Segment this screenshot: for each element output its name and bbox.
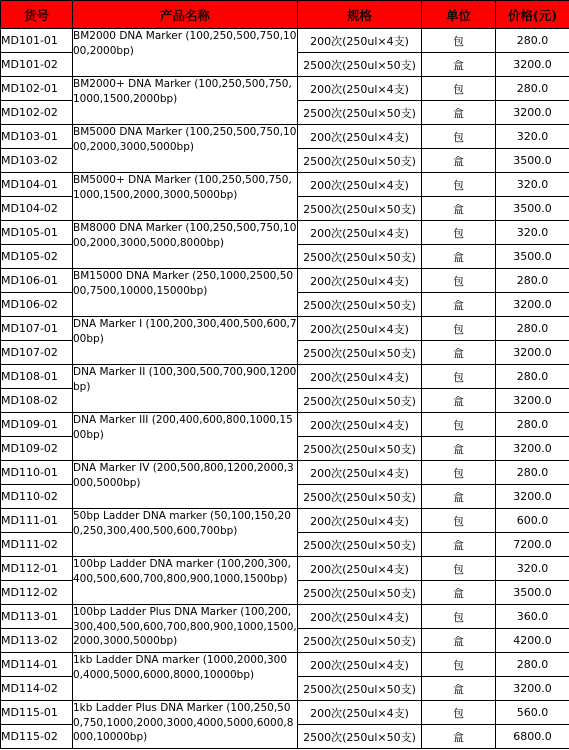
product-unit: 包	[422, 461, 496, 485]
product-spec: 200次(250ul×4支)	[298, 365, 422, 389]
product-unit: 包	[422, 653, 496, 677]
header-code: 货号	[1, 1, 73, 29]
product-name: DNA Marker IV (200,500,800,1200,2000,3000,5000bp)	[73, 461, 298, 509]
product-price: 320.0	[496, 557, 569, 581]
product-spec: 2500次(250ul×50支)	[298, 725, 422, 749]
product-code: MD102-02	[1, 101, 73, 125]
product-unit: 包	[422, 413, 496, 437]
product-unit: 盒	[422, 53, 496, 77]
product-price: 3500.0	[496, 245, 569, 269]
product-spec: 200次(250ul×4支)	[298, 509, 422, 533]
product-price: 280.0	[496, 461, 569, 485]
product-code: MD111-01	[1, 509, 73, 533]
product-code: MD114-01	[1, 653, 73, 677]
product-spec: 200次(250ul×4支)	[298, 413, 422, 437]
product-code: MD103-02	[1, 149, 73, 173]
product-code: MD112-02	[1, 581, 73, 605]
product-spec: 200次(250ul×4支)	[298, 461, 422, 485]
product-price: 3200.0	[496, 389, 569, 413]
table-row	[1, 77, 569, 101]
product-unit: 盒	[422, 629, 496, 653]
product-price: 280.0	[496, 317, 569, 341]
product-code: MD101-01	[1, 29, 73, 53]
product-spec: 2500次(250ul×50支)	[298, 197, 422, 221]
product-spec: 2500次(250ul×50支)	[298, 101, 422, 125]
product-price: 280.0	[496, 413, 569, 437]
table-row	[1, 413, 569, 437]
product-price: 4200.0	[496, 629, 569, 653]
product-unit: 盒	[422, 533, 496, 557]
product-name: DNA Marker II (100,300,500,700,900,1200bp)	[73, 365, 298, 413]
product-unit: 包	[422, 557, 496, 581]
product-unit: 盒	[422, 437, 496, 461]
product-name: 50bp Ladder DNA marker (50,100,150,200,250,300,400,500,600,700bp)	[73, 509, 298, 557]
product-unit: 盒	[422, 101, 496, 125]
header-unit: 单位	[422, 1, 496, 29]
product-unit: 包	[422, 29, 496, 53]
table-row	[1, 605, 569, 629]
product-price: 320.0	[496, 173, 569, 197]
product-code: MD108-02	[1, 389, 73, 413]
table-row	[1, 557, 569, 581]
product-spec: 2500次(250ul×50支)	[298, 293, 422, 317]
product-name: 100bp Ladder DNA marker (100,200,300,400,500,600,700,800,900,1000,1500bp)	[73, 557, 298, 605]
product-code: MD114-02	[1, 677, 73, 701]
product-code: MD101-02	[1, 53, 73, 77]
product-name: 1kb Ladder Plus DNA Marker (100,250,500,750,1000,2000,3000,4000,5000,6000,8000,10000bp)	[73, 701, 298, 749]
product-price: 280.0	[496, 29, 569, 53]
product-unit: 盒	[422, 341, 496, 365]
product-spec: 200次(250ul×4支)	[298, 77, 422, 101]
product-code: MD113-02	[1, 629, 73, 653]
product-spec: 200次(250ul×4支)	[298, 29, 422, 53]
product-spec: 2500次(250ul×50支)	[298, 389, 422, 413]
product-code: MD104-02	[1, 197, 73, 221]
product-spec: 200次(250ul×4支)	[298, 653, 422, 677]
table-row	[1, 29, 569, 53]
product-unit: 盒	[422, 293, 496, 317]
product-code: MD104-01	[1, 173, 73, 197]
product-name: DNA Marker III (200,400,600,800,1000,1500bp)	[73, 413, 298, 461]
product-spec: 2500次(250ul×50支)	[298, 581, 422, 605]
product-code: MD103-01	[1, 125, 73, 149]
header-row	[1, 1, 569, 29]
product-unit: 包	[422, 125, 496, 149]
product-unit: 盒	[422, 485, 496, 509]
product-price: 6800.0	[496, 725, 569, 749]
product-code: MD107-01	[1, 317, 73, 341]
product-spec: 200次(250ul×4支)	[298, 317, 422, 341]
product-unit: 包	[422, 77, 496, 101]
product-code: MD109-02	[1, 437, 73, 461]
product-name: 100bp Ladder Plus DNA Marker (100,200,300,400,500,600,700,800,900,1000,1500,2000,3000,5000bp)	[73, 605, 298, 653]
product-name: BM15000 DNA Marker (250,1000,2500,5000,7500,10000,15000bp)	[73, 269, 298, 317]
product-code: MD112-01	[1, 557, 73, 581]
product-code: MD113-01	[1, 605, 73, 629]
product-code: MD105-01	[1, 221, 73, 245]
product-price: 3200.0	[496, 341, 569, 365]
product-unit: 包	[422, 173, 496, 197]
table-row	[1, 317, 569, 341]
table-row	[1, 653, 569, 677]
product-name: BM2000+ DNA Marker (100,250,500,750,1000,1500,2000bp)	[73, 77, 298, 125]
product-unit: 包	[422, 269, 496, 293]
product-code: MD102-01	[1, 77, 73, 101]
product-unit: 盒	[422, 389, 496, 413]
product-spec: 2500次(250ul×50支)	[298, 533, 422, 557]
header-price: 价格(元)	[496, 1, 569, 29]
product-code: MD107-02	[1, 341, 73, 365]
product-spec: 200次(250ul×4支)	[298, 557, 422, 581]
product-price: 3200.0	[496, 677, 569, 701]
product-price: 3200.0	[496, 53, 569, 77]
table-row	[1, 701, 569, 725]
product-price: 3200.0	[496, 293, 569, 317]
table-body	[1, 29, 569, 749]
product-spec: 2500次(250ul×50支)	[298, 53, 422, 77]
product-spec: 2500次(250ul×50支)	[298, 485, 422, 509]
product-code: MD115-02	[1, 725, 73, 749]
table-row	[1, 221, 569, 245]
product-spec: 200次(250ul×4支)	[298, 701, 422, 725]
product-price: 280.0	[496, 365, 569, 389]
product-price: 3500.0	[496, 197, 569, 221]
product-code: MD106-02	[1, 293, 73, 317]
product-spec: 2500次(250ul×50支)	[298, 437, 422, 461]
product-price: 3200.0	[496, 485, 569, 509]
product-name: BM5000 DNA Marker (100,250,500,750,1000,2000,3000,5000bp)	[73, 125, 298, 173]
product-price: 3200.0	[496, 437, 569, 461]
product-price: 280.0	[496, 269, 569, 293]
table-row	[1, 173, 569, 197]
table-row	[1, 509, 569, 533]
product-price: 280.0	[496, 77, 569, 101]
product-name: BM2000 DNA Marker (100,250,500,750,1000,2000bp)	[73, 29, 298, 77]
product-code: MD110-01	[1, 461, 73, 485]
product-unit: 包	[422, 605, 496, 629]
product-price: 7200.0	[496, 533, 569, 557]
product-unit: 盒	[422, 581, 496, 605]
product-name: BM8000 DNA Marker (100,250,500,750,1000,2000,3000,5000,8000bp)	[73, 221, 298, 269]
product-price: 3200.0	[496, 101, 569, 125]
product-code: MD115-01	[1, 701, 73, 725]
product-unit: 盒	[422, 245, 496, 269]
header-spec: 规格	[298, 1, 422, 29]
table-row	[1, 461, 569, 485]
product-unit: 包	[422, 701, 496, 725]
product-price: 600.0	[496, 509, 569, 533]
product-price: 3500.0	[496, 149, 569, 173]
product-code: MD106-01	[1, 269, 73, 293]
table-row	[1, 269, 569, 293]
product-price: 3500.0	[496, 581, 569, 605]
product-code: MD110-02	[1, 485, 73, 509]
product-price: 560.0	[496, 701, 569, 725]
product-spec: 200次(250ul×4支)	[298, 125, 422, 149]
product-spec: 2500次(250ul×50支)	[298, 629, 422, 653]
product-price: 360.0	[496, 605, 569, 629]
product-unit: 盒	[422, 197, 496, 221]
product-spec: 2500次(250ul×50支)	[298, 149, 422, 173]
table-row	[1, 125, 569, 149]
product-price: 320.0	[496, 125, 569, 149]
product-unit: 包	[422, 317, 496, 341]
product-spec: 200次(250ul×4支)	[298, 605, 422, 629]
product-unit: 包	[422, 365, 496, 389]
product-spec: 2500次(250ul×50支)	[298, 341, 422, 365]
product-price: 320.0	[496, 221, 569, 245]
product-code: MD111-02	[1, 533, 73, 557]
product-name: DNA Marker I (100,200,300,400,500,600,700bp)	[73, 317, 298, 365]
product-unit: 包	[422, 221, 496, 245]
product-spec: 200次(250ul×4支)	[298, 221, 422, 245]
product-unit: 盒	[422, 725, 496, 749]
product-code: MD108-01	[1, 365, 73, 389]
product-spec: 200次(250ul×4支)	[298, 269, 422, 293]
product-name: BM5000+ DNA Marker (100,250,500,750,1000,1500,2000,3000,5000bp)	[73, 173, 298, 221]
product-unit: 包	[422, 509, 496, 533]
product-code: MD109-01	[1, 413, 73, 437]
product-name: 1kb Ladder DNA marker (1000,2000,3000,4000,5000,6000,8000,10000bp)	[73, 653, 298, 701]
product-spec: 200次(250ul×4支)	[298, 173, 422, 197]
table-row	[1, 365, 569, 389]
product-price: 280.0	[496, 653, 569, 677]
product-code: MD105-02	[1, 245, 73, 269]
header-name: 产品名称	[73, 1, 298, 29]
product-unit: 盒	[422, 149, 496, 173]
product-spec: 2500次(250ul×50支)	[298, 677, 422, 701]
product-unit: 盒	[422, 677, 496, 701]
product-spec: 2500次(250ul×50支)	[298, 245, 422, 269]
